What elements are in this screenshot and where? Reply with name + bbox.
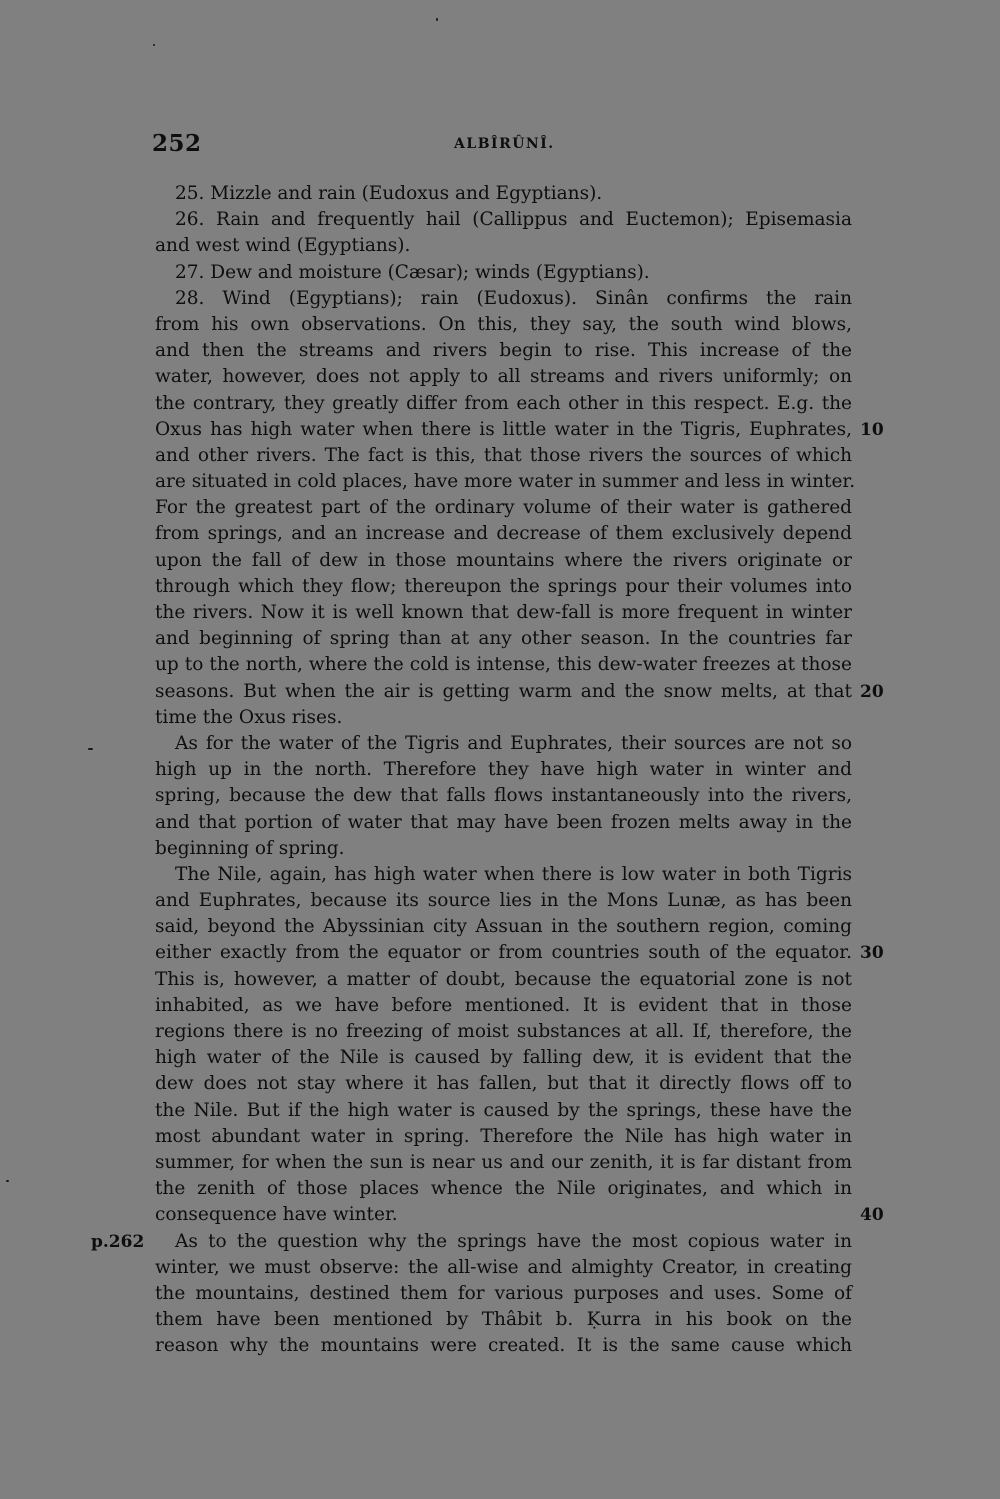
line-text: summer, for when the sun is near us and our zenith, it is far distant from: [155, 1151, 852, 1173]
line-text: from springs, and an increase and decrease of them exclusively depend: [155, 523, 852, 545]
line-number: 40: [860, 1205, 884, 1226]
line-number: 10: [860, 419, 884, 440]
line-text: and Euphrates, because its source lies in the Mons Lunæ, as has been: [155, 890, 852, 912]
line-text: 25. Mizzle and rain (Eudoxus and Egyptians).: [175, 183, 603, 204]
text-line: [155, 1176, 852, 1202]
text-line: [155, 495, 852, 521]
text-line: [155, 548, 852, 574]
text-line: [155, 679, 884, 705]
text-line: [155, 810, 852, 836]
line-text: and other rivers. The fact is this, that those rivers the sources of which: [155, 444, 852, 466]
text-line: [155, 1307, 852, 1333]
line-text: 27. Dew and moisture (Cæsar); winds (Egyptians).: [175, 261, 650, 283]
text-line: [155, 600, 852, 626]
text-line: [155, 417, 884, 443]
page-number: 252: [152, 130, 202, 157]
line-text: For the greatest part of the ordinary volume of their water is gathered: [155, 497, 852, 519]
line-text: upon the fall of dew in those mountains where the rivers originate or: [155, 549, 852, 571]
text-line: [155, 1333, 852, 1359]
text-line: [155, 1045, 852, 1071]
text-line: [155, 1124, 852, 1150]
text-line: [155, 286, 852, 312]
text-line: [155, 338, 852, 364]
line-text: from his own observations. On this, they say, the south wind blows,: [155, 313, 852, 335]
text-line: [155, 1098, 852, 1124]
line-text: Oxus has high water when there is little water in the Tigris, Euphrates,: [155, 418, 852, 440]
line-text: The Nile, again, has high water when there is low water in both Tigris: [175, 863, 852, 885]
line-text: the rivers. Now it is well known that dew-fall is more frequent in winter: [155, 602, 852, 623]
running-head: ALBÎRÛNÎ.: [454, 136, 555, 152]
text-line: [155, 364, 852, 390]
text-line: [155, 993, 852, 1019]
text-line: [155, 652, 852, 678]
body-text: [91, 181, 884, 1359]
text-line: [155, 469, 856, 495]
text-line: [155, 521, 852, 547]
text-line: [91, 1229, 852, 1255]
line-text: the zenith of those places whence the Nile originates, and which in: [155, 1178, 852, 1200]
line-text: either exactly from the equator or from countries south of the equator.: [155, 942, 852, 964]
text-line: [155, 888, 852, 914]
line-text: water, however, does not apply to all streams and rivers uniformly; on: [155, 366, 852, 388]
line-text: 26. Rain and frequently hail (Callippus and Euctemon); Episemasia: [175, 209, 852, 231]
text-line: [155, 783, 852, 809]
line-text: As for the water of the Tigris and Euphrates, their sources are not so: [175, 732, 852, 754]
text-line: [155, 914, 852, 940]
line-text: winter, we must observe: the all-wise and almighty Creator, in creating: [155, 1256, 852, 1278]
line-text: high up in the north. Therefore they have high water in winter and: [155, 759, 852, 781]
line-number: 20: [860, 681, 884, 702]
line-number: 30: [860, 943, 884, 964]
line-text: consequence have winter.: [155, 1204, 398, 1226]
line-text: beginning of spring.: [155, 837, 345, 859]
line-text: dew does not stay where it has fallen, but that it directly flows off to: [155, 1073, 852, 1095]
text-line: [155, 705, 852, 731]
text-line: [155, 967, 852, 993]
line-text: the Nile. But if the high water is caused by the springs, these have the: [155, 1099, 852, 1121]
line-text: seasons. But when the air is getting warm and the snow melts, at that: [155, 680, 852, 702]
line-text: and then the streams and rivers begin to rise. This increase of the: [155, 340, 852, 362]
text-line: [155, 1202, 884, 1228]
text-line: [155, 862, 852, 888]
line-text: said, beyond the Abyssinian city Assuan in the southern region, coming: [155, 916, 852, 938]
text-line: [155, 1150, 852, 1176]
line-text: 28. Wind (Egyptians); rain (Eudoxus). Sinân confirms the rain: [175, 287, 852, 309]
text-line: [155, 836, 852, 862]
text-line: [155, 731, 852, 757]
line-text: time the Oxus rises.: [155, 706, 343, 728]
text-line: [155, 940, 884, 966]
text-line: [155, 207, 852, 233]
text-line: [155, 1255, 852, 1281]
line-text: through which they flow; thereupon the springs pour their volumes into: [155, 575, 852, 597]
line-text: are situated in cold places, have more water in summer and less in winter.: [155, 471, 856, 493]
line-text: them have been mentioned by Thâbit b. Ḳurra in his book on the: [155, 1309, 852, 1331]
line-text: the contrary, they greatly differ from each other in this respect. E.g. the: [155, 392, 852, 414]
line-text: regions there is no freezing of moist substances at all. If, therefore, the: [155, 1021, 852, 1042]
text-line: [155, 757, 852, 783]
line-text: the mountains, destined them for various purposes and uses. Some of: [155, 1282, 852, 1304]
line-text: and that portion of water that may have been frozen melts away in the: [155, 811, 852, 833]
line-text: This is, however, a matter of doubt, because the equatorial zone is not: [155, 968, 852, 990]
line-text: inhabited, as we have before mentioned. It is evident that in those: [155, 994, 852, 1016]
line-text: and west wind (Egyptians).: [155, 235, 411, 257]
text-line: [155, 626, 852, 652]
text-line: [155, 1071, 852, 1097]
text-line: [155, 181, 852, 207]
line-text: up to the north, where the cold is intense, this dew-water freezes at those: [155, 654, 852, 676]
line-text: As to the question why the springs have the most copious water in: [175, 1230, 852, 1252]
page-header: [152, 130, 852, 160]
text-line: [155, 1019, 852, 1045]
line-text: and beginning of spring than at any other season. In the countries far: [155, 628, 852, 650]
text-line: [155, 443, 852, 469]
line-text: spring, because the dew that falls flows instantaneously into the rivers,: [155, 785, 852, 807]
text-line: [155, 391, 852, 417]
text-line: [155, 233, 852, 259]
text-line: [155, 260, 852, 286]
margin-page-reference: p.262: [91, 1231, 145, 1252]
line-text: high water of the Nile is caused by falling dew, it is evident that the: [155, 1047, 852, 1069]
line-text: reason why the mountains were created. It is the same cause which: [155, 1335, 852, 1357]
line-text: most abundant water in spring. Therefore the Nile has high water in: [155, 1125, 852, 1147]
text-line: [155, 1281, 852, 1307]
text-line: [155, 312, 852, 338]
text-line: [155, 574, 852, 600]
